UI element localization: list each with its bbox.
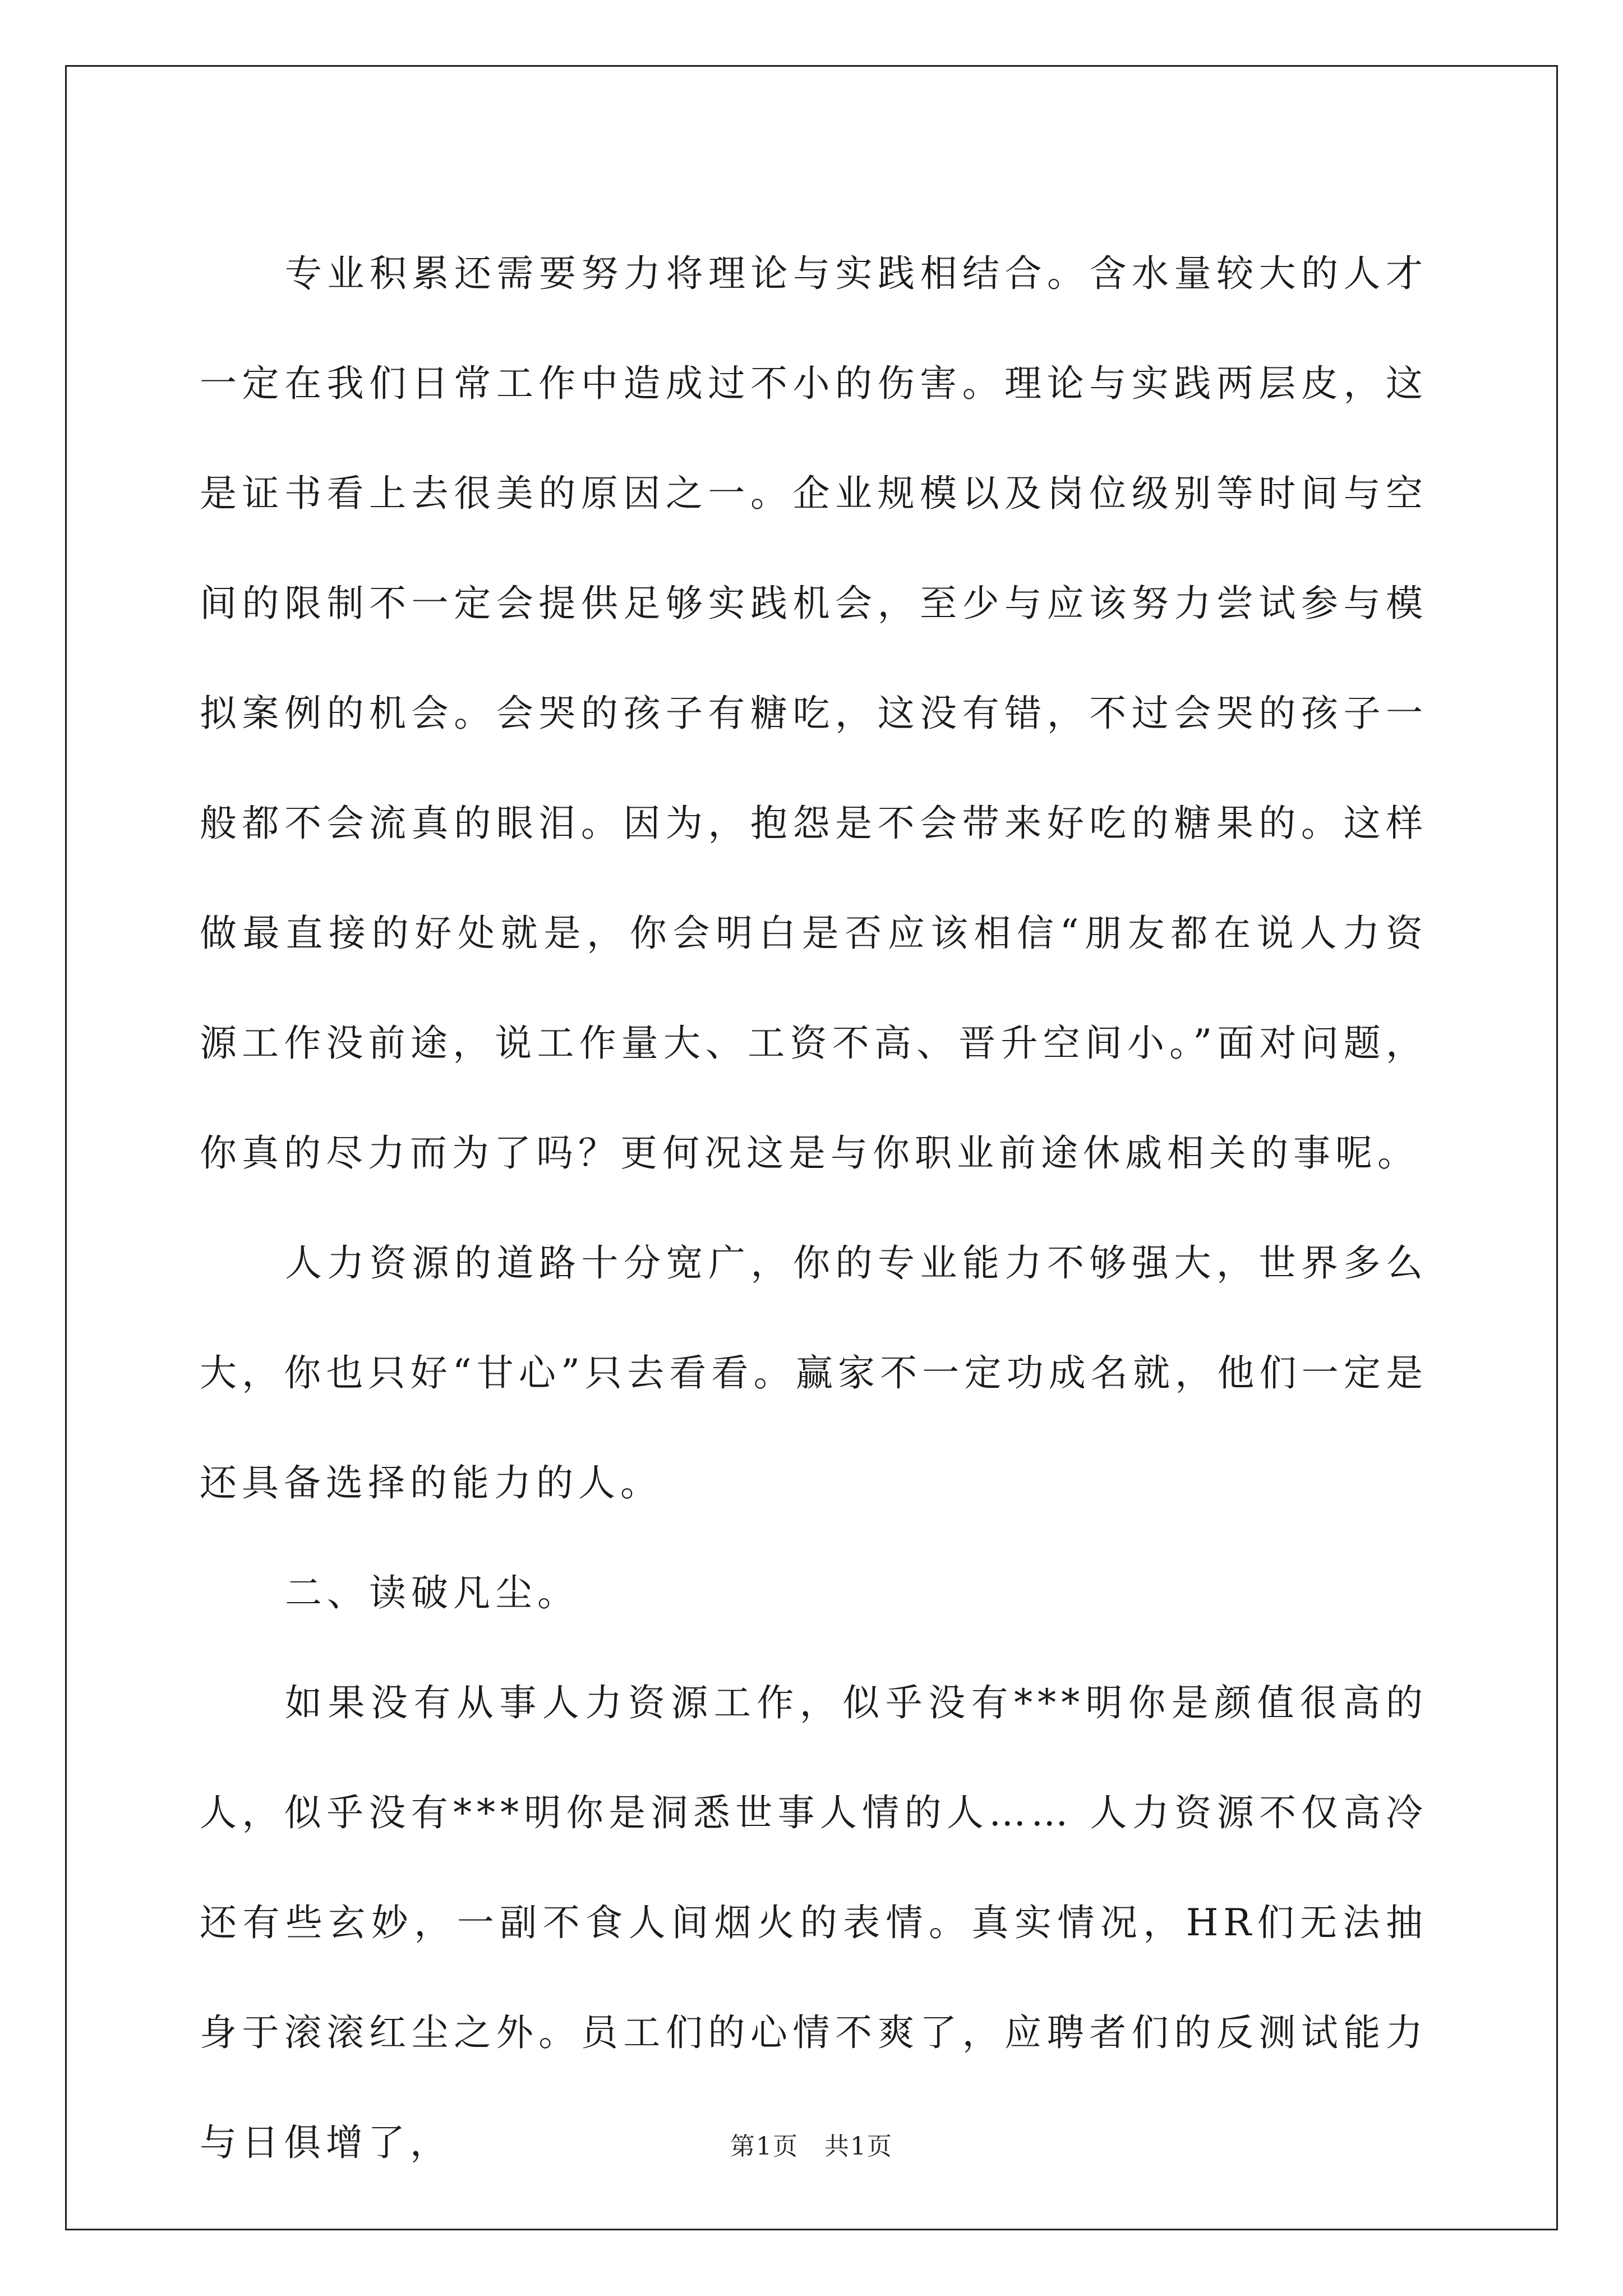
document-body: [200, 219, 1428, 2198]
section-heading: 二、读破凡尘。: [285, 1571, 579, 1614]
paragraph-practice: 专业积累还需要努力将理论与实践相结合。含水量较大的人才一定在我们日常工作中造成过不小的伤害。理论与实践两层皮，这是证书看上去很美的原因之一。企业规模以及岗位级别等时间与空间的限制不一定会提供足够实践机会，至少与应该努力尝试参与模拟案例的机会。会哭的孩子有糖吃，这没有错，不过会哭的孩子一般都不会流真的眼泪。因为，抱怨是不会带来好吃的糖果的。这样做最直接的好处就是，你会明白是否应该相信“朋友都在说人力资源工作没前途，说工作量大、工资不高、晋升空间小。”面对问题，你真的尽力而为了吗？更何况这是与你职业前途休戚相关的事呢。: [200, 252, 1428, 1175]
page-number-footer: 第1页 共1页: [730, 2132, 893, 2161]
paragraph-hr-road: 人力资源的道路十分宽广，你的专业能力不够强大，世界多么大，你也只好“甘心”只去看看。赢家不一定功成名就，他们一定是还具备选择的能力的人。: [200, 1241, 1428, 1504]
paragraph-read-world: 如果没有从事人力资源工作，似乎没有***明你是颜值很高的人，似乎没有***明你是洞悉世事人情的人…… 人力资源不仅高冷还有些玄妙，一副不食人间烟火的表情。真实情况，HR们无法抽身于滚滚红尘之外。员工们的心情不爽了，应聘者们的反测试能力与日俱增了，: [200, 1681, 1428, 2164]
